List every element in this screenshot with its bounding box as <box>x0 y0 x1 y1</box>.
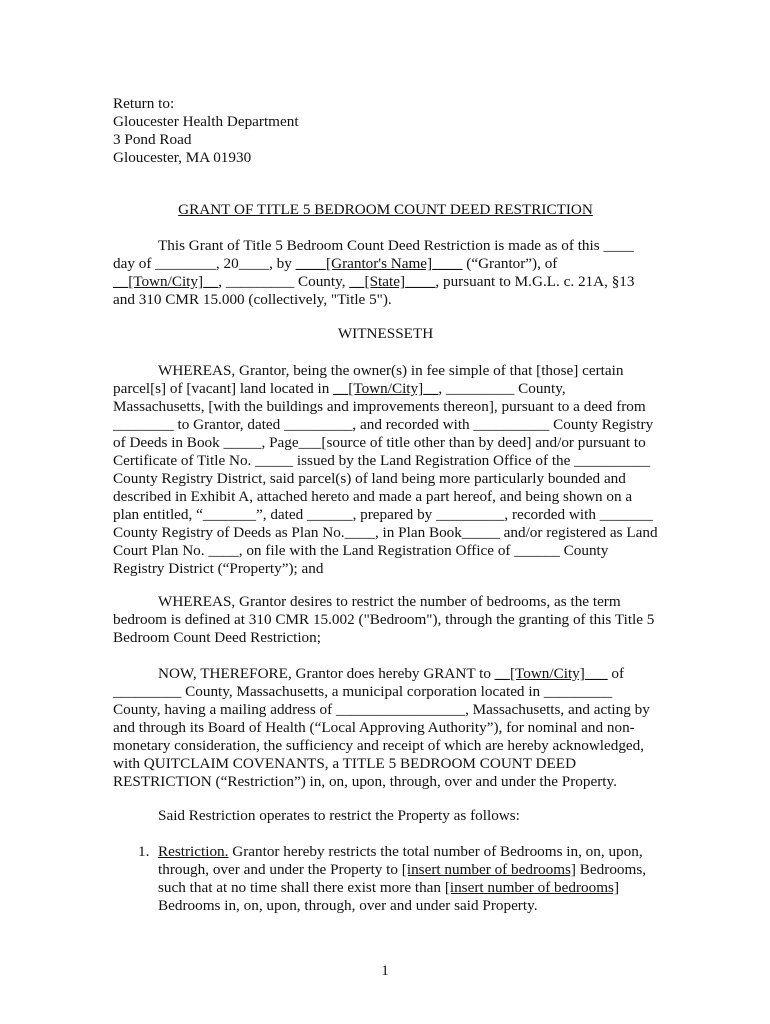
item-number: 1. <box>138 843 150 860</box>
grantor-name-field: ____[Grantor's Name]____ <box>295 255 463 272</box>
item-line: through, over and under the Property to [insert number of bedrooms] Bedrooms, <box>158 861 647 878</box>
return-address <box>113 95 658 167</box>
whereas1-line: Certificate of Title No. _____ issued by the Land Registration Office of the __________ <box>113 452 651 469</box>
whereas1-line: parcel[s] of [vacant] land located in __[Town/City]__, _________ County, <box>113 380 566 397</box>
witnesseth-heading: WITNESSETH <box>337 325 434 342</box>
whereas1-line: of Deeds in Book _____, Page___[source of title other than by deed] and/or pursuant to <box>113 434 646 451</box>
whereas1-line: Court Plan No. ____, on file with the Land Registration Office of ______ County <box>113 542 609 559</box>
item-line: Bedrooms in, on, upon, through, over and under said Property. <box>158 897 538 914</box>
page-number: 1 <box>381 962 389 979</box>
now-therefore-paragraph <box>113 665 658 791</box>
bedroom-count-field: [insert number of bedrooms] <box>401 861 576 878</box>
whereas2-line: bedroom is defined at 310 CMR 15.002 ("Bedroom"), through the granting of this Title 5 <box>113 611 655 628</box>
return-line: Gloucester, MA 01930 <box>113 149 252 166</box>
whereas1-line: described in Exhibit A, attached hereto and made a part hereof, and being shown on a <box>113 488 633 505</box>
grant-line: monetary consideration, the sufficiency and receipt of which are hereby acknowledged, <box>113 737 645 754</box>
town-field: __[Town/City]__ <box>113 273 219 290</box>
state-field: __[State]____ <box>349 273 436 290</box>
intro-line: __[Town/City]__, _________ County, __[State]____, pursuant to M.G.L. c. 21A, §13 <box>113 273 635 290</box>
item-line: such that at no time shall there exist more than [insert number of bedrooms] <box>158 879 620 896</box>
town-field: __[Town/City]___ <box>494 665 608 682</box>
return-line: Return to: <box>113 95 175 112</box>
item-heading: Restriction. <box>158 843 229 860</box>
operates-sentence: Said Restriction operates to restrict the Property as follows: <box>158 807 520 824</box>
whereas-paragraph-2 <box>113 593 658 647</box>
intro-line: day of ________, 20____, by ____[Grantor's Name]____ (“Grantor”), of <box>113 255 558 272</box>
whereas-paragraph-1 <box>113 362 658 578</box>
whereas1-line: ________ to Grantor, dated _________, and recorded with __________ County Registry <box>113 416 654 433</box>
bedroom-count-field: [insert number of bedrooms] <box>444 879 620 896</box>
intro-line: This Grant of Title 5 Bedroom Count Deed Restriction is made as of this ____ <box>158 237 634 254</box>
item-line: Restriction. Grantor hereby restricts the total number of Bedrooms in, on, upon, <box>158 843 643 860</box>
return-line: 3 Pond Road <box>113 131 192 148</box>
whereas1-line: plan entitled, “_______”, dated ______, prepared by _________, recorded with _______ <box>113 506 653 523</box>
grant-line: County, having a mailing address of _________________, Massachusetts, and acting by <box>113 701 650 718</box>
grant-line: with QUITCLAIM COVENANTS, a TITLE 5 BEDROOM COUNT DEED <box>113 755 577 772</box>
grant-line: _________ County, Massachusetts, a municipal corporation located in _________ <box>113 683 613 700</box>
grant-line: and through its Board of Health (“Local Approving Authority”), for nominal and non- <box>113 719 635 736</box>
intro-line: and 310 CMR 15.000 (collectively, "Title 5"). <box>113 291 392 308</box>
whereas1-line: County Registry of Deeds as Plan No.____, in Plan Book_____ and/or registered as Land <box>113 524 658 541</box>
item-body <box>158 843 658 915</box>
grant-line: RESTRICTION (“Restriction”) in, on, upon, through, over and under the Property. <box>113 773 617 790</box>
whereas1-line: WHEREAS, Grantor, being the owner(s) in fee simple of that [those] certain <box>158 362 624 379</box>
whereas2-line: Bedroom Count Deed Restriction; <box>113 629 321 646</box>
whereas1-line: Massachusetts, [with the buildings and improvements thereon], pursuant to a deed from <box>113 398 646 415</box>
intro-paragraph <box>113 237 658 309</box>
return-line: Gloucester Health Department <box>113 113 299 130</box>
whereas1-line: County Registry District, said parcel(s) of land being more particularly bounded and <box>113 470 626 487</box>
whereas2-line: WHEREAS, Grantor desires to restrict the number of bedrooms, as the term <box>158 593 621 610</box>
town-field: __[Town/City]__ <box>333 380 439 397</box>
whereas1-line: Registry District (“Property”); and <box>113 560 324 577</box>
grant-line: NOW, THEREFORE, Grantor does hereby GRANT to __[Town/City]___ of <box>158 665 625 682</box>
document-title: GRANT OF TITLE 5 BEDROOM COUNT DEED RESTRICTION <box>178 201 593 218</box>
